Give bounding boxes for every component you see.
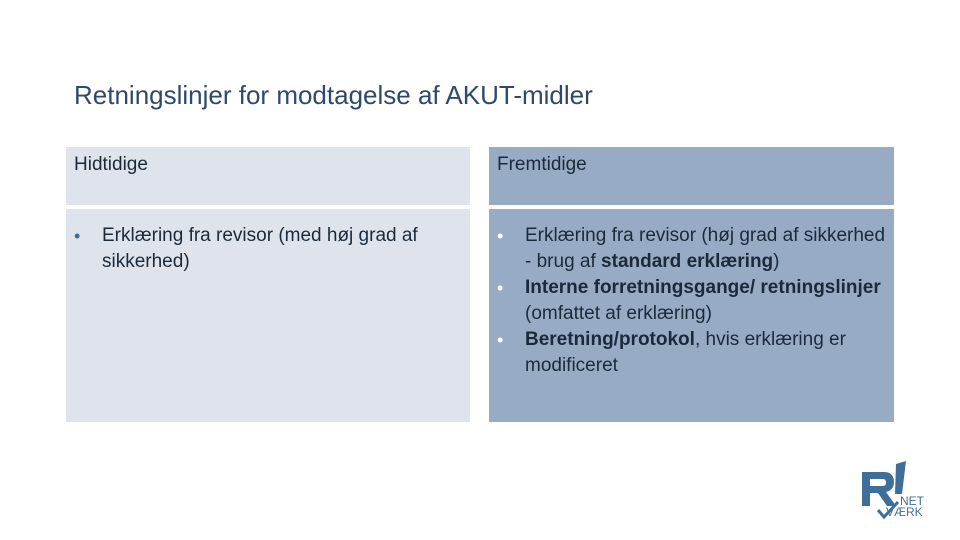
list-item-bold-text: Interne forretningsgange/ retningslinjer — [525, 277, 881, 298]
list-item — [497, 275, 886, 327]
page-title: Retningslinjer for modtagelse af AKUT-midler — [74, 80, 593, 110]
hidtidige-content — [66, 209, 470, 422]
list-item-text: Erklæring fra revisor (med høj grad af sikkerhed) — [102, 225, 418, 272]
header-fremtidige — [489, 147, 894, 205]
list-item-text: , hvis erklæring er modificeret — [525, 329, 846, 376]
list-item — [74, 223, 462, 275]
list-item-bold-text: Beretning/protokol — [525, 329, 695, 350]
fremtidige-content — [489, 209, 894, 422]
header-fremtidige-label: Fremtidige — [497, 154, 587, 175]
fremtidige-list — [497, 223, 886, 379]
header-hidtidige — [66, 147, 470, 205]
hidtidige-list — [74, 223, 462, 275]
list-item-text: (omfattet af erklæring) — [525, 303, 712, 324]
list-item-text: ) — [773, 251, 780, 272]
header-hidtidige-label: Hidtidige — [74, 154, 148, 175]
logo-text-vaerk: VÆRK — [886, 505, 923, 519]
list-item — [497, 327, 886, 379]
list-item-text: Erklæring fra revisor (høj grad af sikkerhed - brug af — [525, 225, 886, 272]
list-item — [497, 223, 886, 275]
list-item-bold-text: standard erklæring — [601, 251, 774, 272]
logo-mark-icon — [858, 458, 928, 520]
logo — [858, 458, 928, 520]
logo-text-net: NET — [900, 494, 924, 508]
